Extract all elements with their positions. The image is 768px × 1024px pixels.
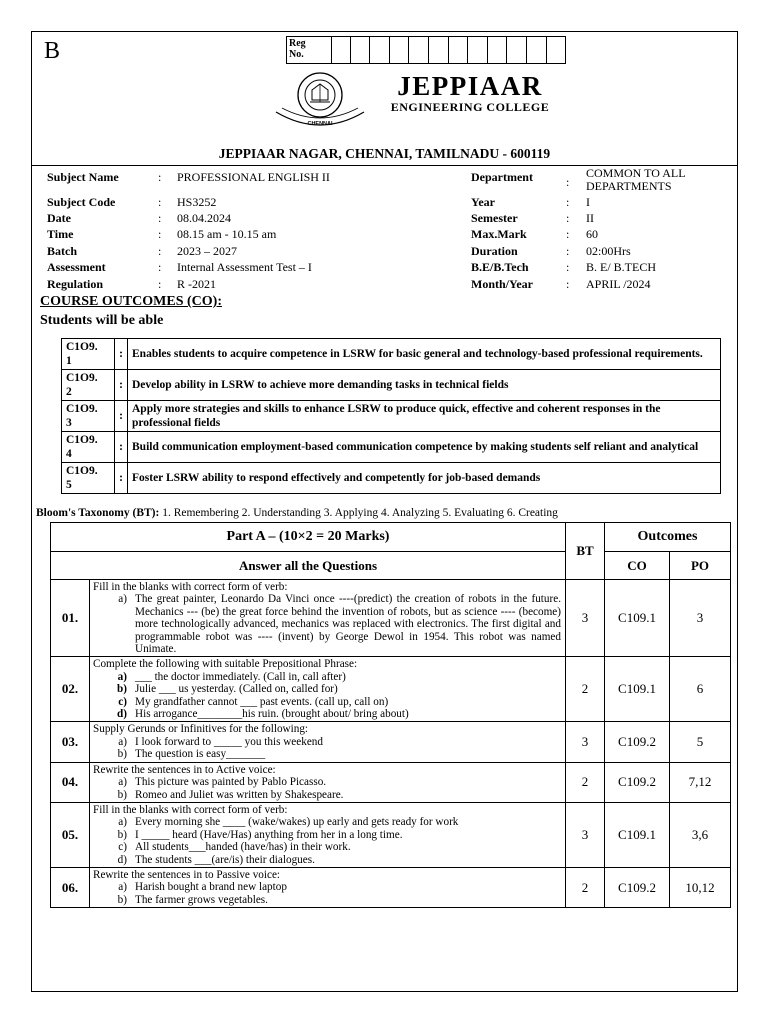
co-text: Develop ability in LSRW to achieve more demanding tasks in technical fields [128,370,721,401]
info-colon: : [158,227,162,241]
co-code-line1: C1O9. [66,465,98,477]
subitem-text: My grandfather cannot ___ past events. (call up, call on) [135,695,389,708]
co-row [62,432,721,463]
question-po: 6 [670,657,731,722]
question-subitem [93,829,561,841]
subitem-text: The question is easy_______ [135,748,266,761]
subitem-marker: a) [118,776,127,789]
question-set-letter: B [44,38,61,64]
co-code [62,339,115,370]
subitem-text: The great painter, Leonardo Da Vinci once ----(predict) the creation of robots in the future. Mechanics --- (be) the great force behind the invention of robots, but as science ---- (become) more technologically advanced, mechanics was replaced with electronics. The first digital and programmable robot was ---- (invent) by George Dewol in 1954. This robot was named Unimate. [135,593,561,656]
question-subitem [93,696,561,708]
info-value: B. E/ B.TECH [586,260,657,274]
question-co: C109.2 [605,867,670,907]
co-text: Build communication employment-based communication competence by making students self reliant and analytical [128,432,721,463]
question-po: 10,12 [670,867,731,907]
question-number: 06. [51,867,90,907]
info-colon: : [566,195,570,209]
college-name: JEPPIAAR [397,71,543,101]
reg-label-line2: No. [289,49,304,60]
part-a-instruction: Answer all the Questions [51,552,566,580]
question-subitem [93,789,561,801]
info-value: DEPARTMENTS [586,179,672,193]
info-colon: : [158,170,162,184]
question-subitem [93,816,561,828]
question-co: C109.1 [605,657,670,722]
subitem-marker: a) [118,735,127,748]
course-outcomes-table [61,338,721,494]
subitem-text: Romeo and Juliet was written by Shakespeare. [135,788,344,801]
co-colon: : [115,432,128,463]
question-text [90,722,566,762]
info-colon: : [158,244,162,258]
question-subitem [93,683,561,695]
info-label: Semester [471,211,518,225]
subitem-text: I look forward to _____ you this weekend [135,735,323,748]
reg-digit-box[interactable] [547,36,567,64]
co-row [62,463,721,494]
co-row [62,401,721,432]
bt-header: BT [566,523,605,580]
question-po: 3,6 [670,802,731,867]
question-intro: Rewrite the sentences in to Passive voice: [93,868,281,881]
question-intro: Rewrite the sentences in to Active voice: [93,763,276,776]
subitem-marker: a) [118,816,127,829]
info-value: 02:00Hrs [586,244,631,258]
co-text: Apply more strategies and skills to enhance LSRW to produce quick, effective and coherent responses in the professional fields [128,401,721,432]
info-label: Batch [47,244,77,258]
info-colon: : [158,211,162,225]
question-text [90,867,566,907]
question-row [51,867,731,907]
question-intro: Complete the following with suitable Prepositional Phrase: [93,658,358,671]
co-code-line2: 1 [66,355,72,367]
question-subitem [93,881,561,893]
info-value: APRIL /2024 [586,277,651,291]
reg-label-line1: Reg [289,38,306,49]
college-seal-icon [272,70,368,128]
reg-digit-box[interactable] [331,36,351,64]
info-label: Duration [471,244,518,258]
question-bt: 3 [566,802,605,867]
info-colon: : [158,195,162,209]
reg-digit-box[interactable] [429,36,449,64]
question-subitem [93,894,561,906]
co-code [62,432,115,463]
co-text: Foster LSRW ability to respond effectively and competently for job-based demands [128,463,721,494]
bloom-label: Bloom's Taxonomy (BT): [36,507,160,519]
question-subitem [93,708,561,720]
subitem-marker: b) [117,748,127,761]
info-label: Date [47,211,71,225]
info-value: I [586,195,590,209]
co-colon: : [115,370,128,401]
info-label: Time [47,227,74,241]
question-text [90,762,566,802]
co-text: Enables students to acquire competence in LSRW for basic general and technology-based professional requirements. [128,339,721,370]
info-colon: : [566,244,570,258]
question-row [51,580,731,657]
question-row [51,762,731,802]
co-colon: : [115,463,128,494]
info-value: 60 [586,227,598,241]
question-subitem [93,748,561,760]
info-colon: : [566,260,570,274]
co-code-line2: 2 [66,386,72,398]
question-subitem [93,854,561,866]
info-value: COMMON TO ALL [586,166,686,180]
question-text [90,657,566,722]
info-label: Regulation [47,277,104,291]
subitem-text: All students___handed (have/has) in their work. [135,841,351,854]
co-code-line1: C1O9. [66,403,98,415]
question-co: C109.1 [605,580,670,657]
question-intro: Fill in the blanks with correct form of verb: [93,581,288,593]
question-number: 01. [51,580,90,657]
po-header: PO [670,552,731,580]
subitem-text: His arrogance________his ruin. (brought about/ bring about) [135,708,409,721]
info-colon: : [566,175,570,189]
question-text [90,580,566,657]
question-number: 02. [51,657,90,722]
info-label: Subject Name [47,170,119,184]
info-colon: : [566,277,570,291]
question-po: 7,12 [670,762,731,802]
subitem-text: The students ___(are/is) their dialogues. [135,853,315,866]
subitem-marker: a) [118,593,127,606]
subitem-marker: d) [117,708,127,721]
part-a-title: Part A – (10×2 = 20 Marks) [51,523,566,552]
subitem-text: ___ the doctor immediately. (Call in, call after) [135,670,346,683]
question-subitem [93,671,561,683]
co-code [62,401,115,432]
subitem-marker: a) [118,881,127,894]
info-value: 2023 – 2027 [177,244,237,258]
reg-digit-box[interactable] [527,36,547,64]
reg-digit-box[interactable] [351,36,371,64]
course-outcomes-heading: COURSE OUTCOMES (CO): [40,294,223,309]
co-row [62,370,721,401]
question-bt: 2 [566,762,605,802]
info-value: R -2021 [177,277,216,291]
question-subitem [93,736,561,748]
info-value: 08.15 am - 10.15 am [177,227,277,241]
co-row [62,339,721,370]
part-a-table [50,522,731,908]
info-label: Assessment [47,260,106,274]
subitem-text: I _____ heard (Have/Has) anything from her in a long time. [135,828,403,841]
question-subitem [93,841,561,853]
bloom-taxonomy [36,507,558,519]
co-code-line1: C1O9. [66,434,98,446]
info-value: 08.04.2024 [177,211,231,225]
subitem-text: Julie ___ us yesterday. (Called on, called for) [135,683,338,696]
subitem-marker: a) [117,670,127,683]
question-bt: 2 [566,657,605,722]
reg-digit-box[interactable] [468,36,488,64]
bloom-levels: 1. Remembering 2. Understanding 3. Applying 4. Analyzing 5. Evaluating 6. Creating [162,507,558,519]
subitem-text: Every morning she ____ (wake/wakes) up early and gets ready for work [135,816,459,829]
question-number: 04. [51,762,90,802]
question-subitem [93,776,561,788]
question-po: 5 [670,722,731,762]
seal-bottom-text: CHENNAI [307,121,333,127]
co-header: CO [605,552,670,580]
subitem-text: The farmer grows vegetables. [135,893,268,906]
reg-digit-box[interactable] [370,36,390,64]
info-label: Max.Mark [471,227,527,241]
info-colon: : [158,277,162,291]
co-code-line2: 5 [66,479,72,491]
subitem-marker: b) [117,828,127,841]
subitem-text: Harish bought a brand new laptop [135,881,287,894]
co-code [62,463,115,494]
subitem-marker: b) [117,683,127,696]
question-number: 05. [51,802,90,867]
question-row [51,802,731,867]
question-po: 3 [670,580,731,657]
reg-digit-box[interactable] [409,36,429,64]
subitem-text: This picture was painted by Pablo Picasso. [135,776,327,789]
subitem-marker: b) [117,893,127,906]
info-value: II [586,211,594,225]
co-colon: : [115,339,128,370]
co-code [62,370,115,401]
question-row [51,657,731,722]
question-co: C109.2 [605,762,670,802]
info-label: Year [471,195,495,209]
reg-digit-box[interactable] [449,36,469,64]
question-bt: 3 [566,722,605,762]
question-intro: Supply Gerunds or Infinitives for the following: [93,723,309,736]
question-co: C109.2 [605,722,670,762]
info-label: Month/Year [471,277,533,291]
college-address: JEPPIAAR NAGAR, CHENNAI, TAMILNADU - 600119 [218,146,551,161]
question-bt: 3 [566,580,605,657]
subitem-marker: c) [118,841,127,854]
info-colon: : [566,227,570,241]
reg-digit-box[interactable] [390,36,410,64]
question-number: 03. [51,722,90,762]
question-row [51,722,731,762]
co-code-line1: C1O9. [66,372,98,384]
subitem-marker: c) [118,695,127,708]
question-subitem [93,593,561,655]
co-code-line2: 4 [66,448,72,460]
info-label: Subject Code [47,195,116,209]
outcomes-header: Outcomes [605,523,731,552]
question-text [90,802,566,867]
subitem-marker: d) [117,853,127,866]
reg-digit-box[interactable] [488,36,508,64]
info-colon: : [158,260,162,274]
reg-digit-box[interactable] [507,36,527,64]
college-subtitle: ENGINEERING COLLEGE [390,100,550,114]
info-value: PROFESSIONAL ENGLISH II [177,170,330,184]
course-outcomes-subheading: Students will be able [40,313,164,328]
question-co: C109.1 [605,802,670,867]
info-value: Internal Assessment Test – I [177,260,312,274]
subitem-marker: b) [117,788,127,801]
info-value: HS3252 [177,195,217,209]
info-label: B.E/B.Tech [471,260,529,274]
reg-no-label [286,36,332,64]
reg-number-boxes [331,36,566,64]
info-label: Department [471,170,533,184]
co-code-line1: C1O9. [66,341,98,353]
question-bt: 2 [566,867,605,907]
info-colon: : [566,211,570,225]
co-code-line2: 3 [66,417,72,429]
co-colon: : [115,401,128,432]
question-intro: Fill in the blanks with correct form of verb: [93,803,288,816]
